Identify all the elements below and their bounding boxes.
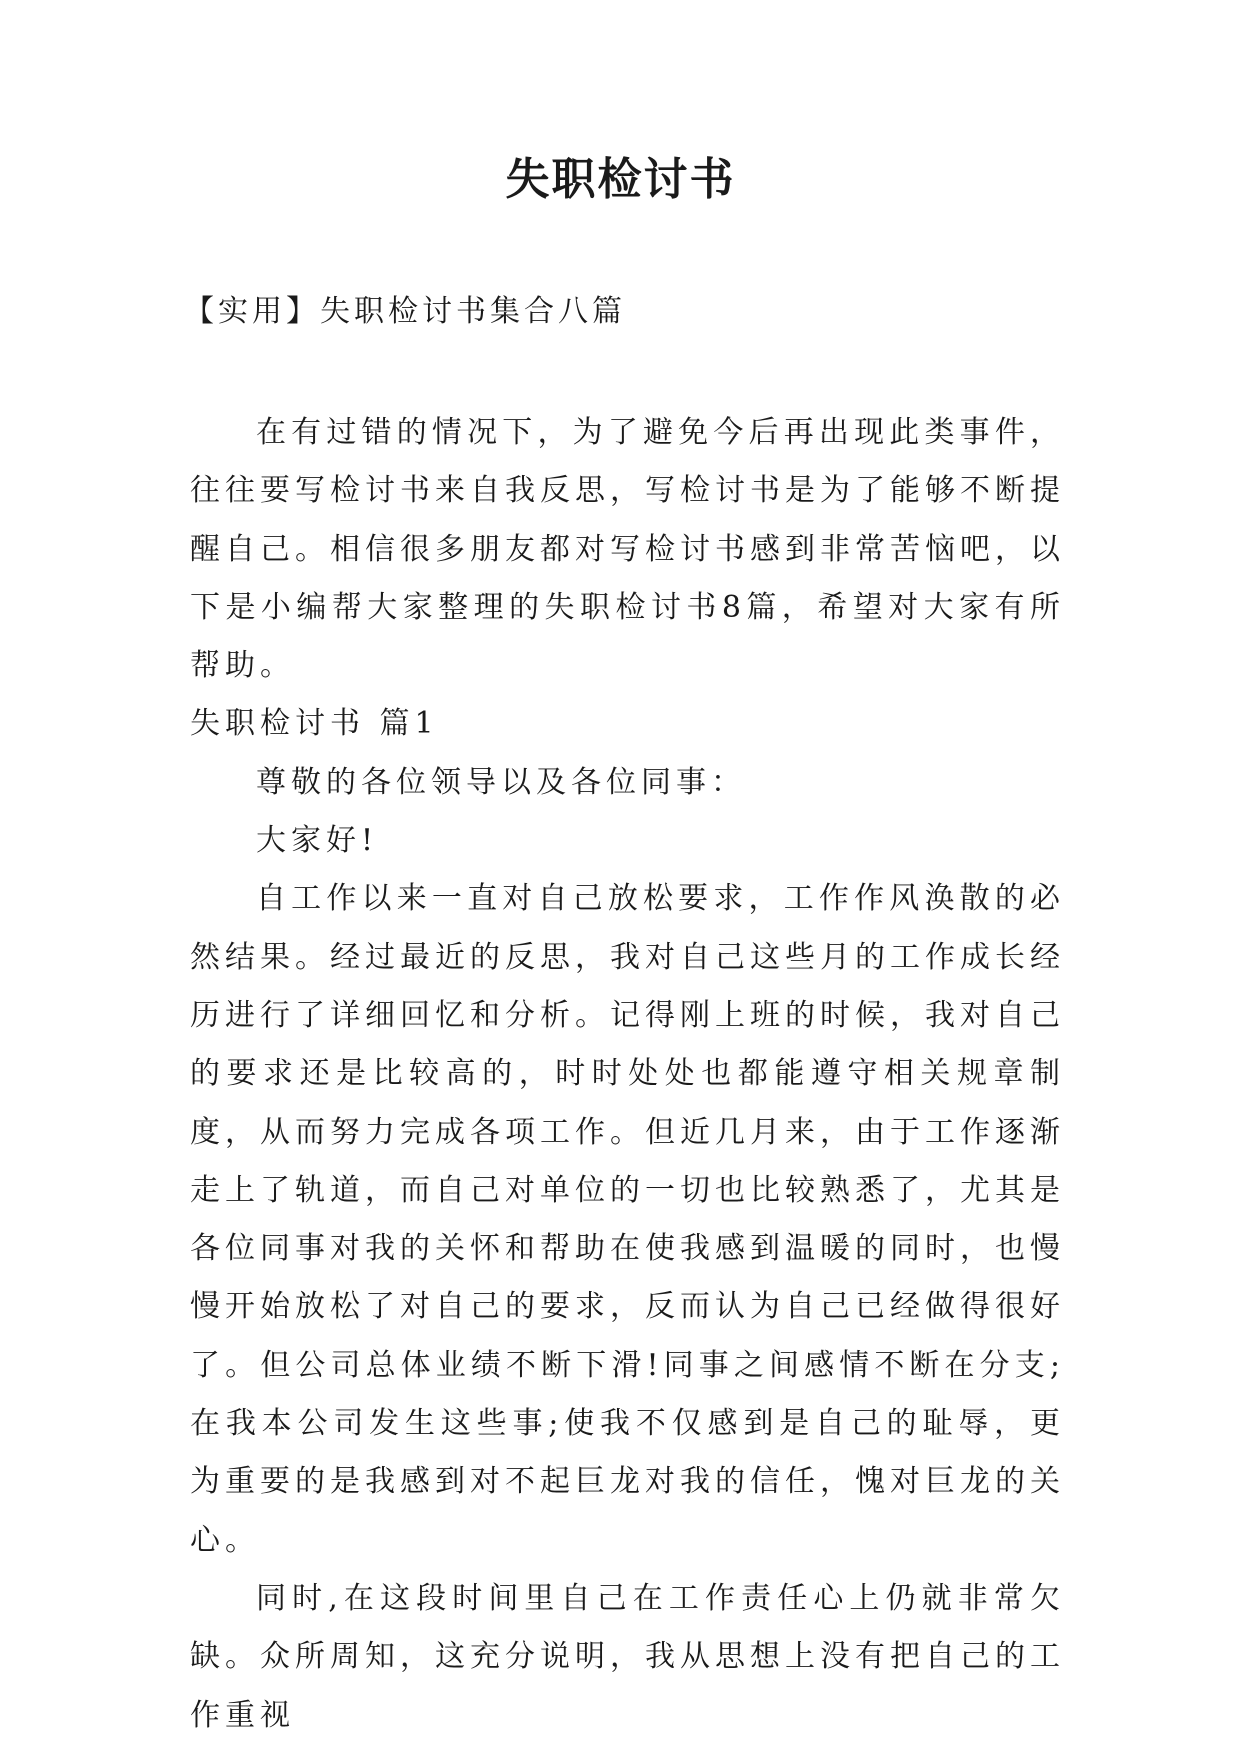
body-paragraph: 同时,在这段时间里自己在工作责任心上仍就非常欠缺。众所周知，这充分说明，我从思想上没有把自己的工作重视 (190, 1580, 1065, 1733)
body-paragraph: 自工作以来一直对自己放松要求，工作作风涣散的必然结果。经过最近的反思，我对自己这些月的工作成长经历进行了详细回忆和分析。记得刚上班的时候，我对自己的要求还是比较高的，时时处处也都能遵守相关规章制度，从而努力完成各项工作。但近几月来，由于工作逐渐走上了轨道，而自己对单位的一切也比较熟悉了，尤其是各位同事对我的关怀和帮助在使我感到温暖的同时，也慢慢开始放松了对自己的要求，反而认为自己已经做得很好了。但公司总体业绩不断下滑!同事之间感情不断在分支;在我本公司发生这些事;使我不仅感到是自己的耻辱，更为重要的是我感到对不起巨龙对我的信任，愧对巨龙的关心。 (190, 881, 1065, 1558)
intro-paragraph: 在有过错的情况下，为了避免今后再出现此类事件，往往要写检讨书来自我反思，写检讨书是为了能够不断提醒自己。相信很多朋友都对写检讨书感到非常苦恼吧，以下是小编帮大家整理的失职检讨书8篇，希望对大家有所帮助。 (190, 415, 1065, 684)
document-title: 失职检讨书 (505, 154, 736, 205)
salutation: 尊敬的各位领导以及各位同事： (256, 764, 746, 800)
greeting: 大家好! (256, 823, 379, 859)
document-body (190, 404, 1065, 1745)
section-heading: 失职检讨书 篇1 (190, 706, 439, 742)
document-subtitle: 【实用】失职检讨书集合八篇 (184, 294, 626, 329)
